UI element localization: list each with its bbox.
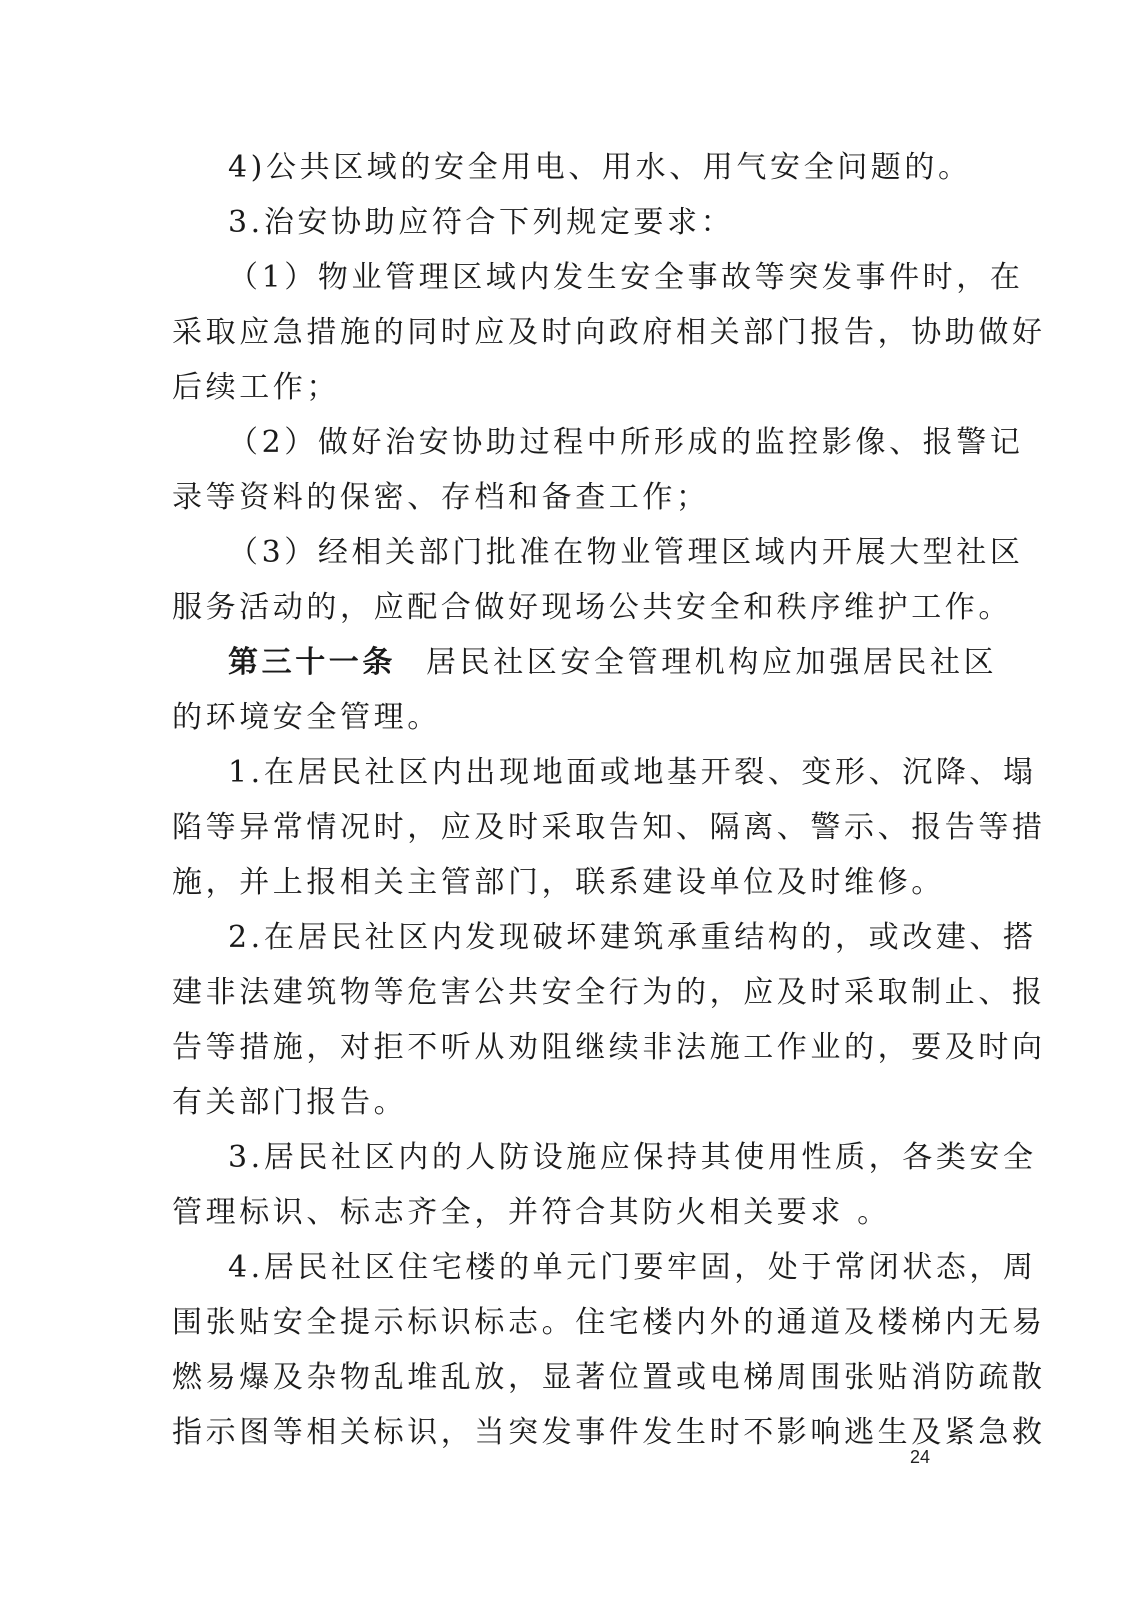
paragraph-line: 有关部门报告。 (172, 1085, 408, 1120)
paragraph-line: 管理标识、标志齐全，并符合其防火相关要求 。 (172, 1195, 891, 1230)
article-heading-text: 居民社区安全管理机构应加强居民社区 (426, 645, 998, 680)
paragraph-line: 告等措施，对拒不听从劝阻继续非法施工作业的，要及时向 (172, 1030, 1046, 1065)
paragraph-line: （1）物业管理区域内发生安全事故等突发事件时，在 (228, 260, 1024, 295)
paragraph-line: 2.在居民社区内发现破坏建筑承重结构的，或改建、搭 (228, 920, 1037, 955)
paragraph-line: 的环境安全管理。 (172, 700, 441, 735)
paragraph-line: 围张贴安全提示标识标志。住宅楼内外的通道及楼梯内无易 (172, 1305, 1046, 1340)
paragraph-line: 后续工作； (172, 370, 340, 405)
paragraph-line: 3.居民社区内的人防设施应保持其使用性质，各类安全 (228, 1140, 1037, 1175)
paragraph-line: 4)公共区域的安全用电、用水、用气安全问题的。 (228, 150, 972, 185)
paragraph-line: 燃易爆及杂物乱堆乱放，显著位置或电梯周围张贴消防疏散 (172, 1360, 1046, 1395)
paragraph-line: 陷等异常情况时，应及时采取告知、隔离、警示、报告等措 (172, 810, 1046, 845)
paragraph-line: （3）经相关部门批准在物业管理区域内开展大型社区 (228, 535, 1024, 570)
paragraph-line: 1.在居民社区内出现地面或地基开裂、变形、沉降、塌 (228, 755, 1037, 790)
paragraph-line: 采取应急措施的同时应及时向政府相关部门报告，协助做好 (172, 315, 1046, 350)
paragraph-line: 建非法建筑物等危害公共安全行为的，应及时采取制止、报 (172, 975, 1046, 1010)
article-heading: 第三十一条 (228, 645, 396, 680)
paragraph-line: 录等资料的保密、存档和备查工作； (172, 480, 710, 515)
paragraph-line: （2）做好治安协助过程中所形成的监控影像、报警记 (228, 425, 1024, 460)
paragraph-line: 施，并上报相关主管部门，联系建设单位及时维修。 (172, 865, 945, 900)
paragraph-line: 3.治安协助应符合下列规定要求： (228, 205, 735, 240)
paragraph-line: 4.居民社区住宅楼的单元门要牢固，处于常闭状态，周 (228, 1250, 1037, 1285)
paragraph-line: 指示图等相关标识，当突发事件发生时不影响逃生及紧急救 (172, 1415, 1046, 1450)
page-number: 24 (910, 1447, 931, 1467)
paragraph-line: 服务活动的，应配合做好现场公共安全和秩序维护工作。 (172, 590, 1012, 625)
article-heading-line (228, 643, 998, 683)
